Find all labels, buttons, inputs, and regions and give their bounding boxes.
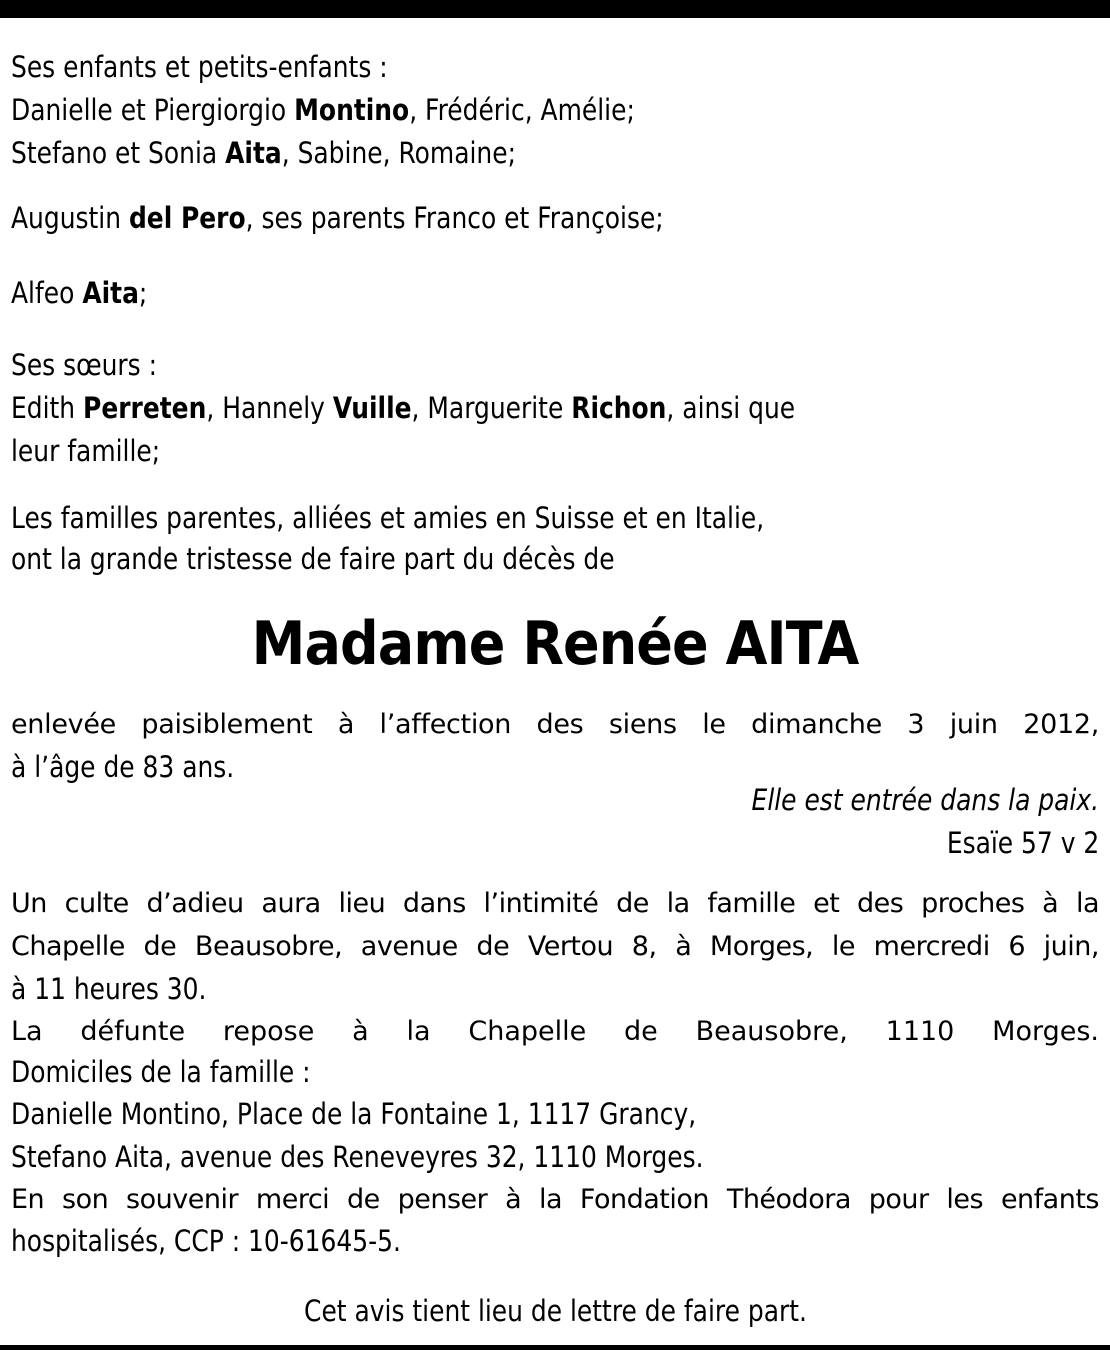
text: , Sabine, Romaine; (281, 136, 516, 170)
text: , Frédéric, Amélie; (409, 93, 635, 127)
domicile-1: Danielle Montino, Place de la Fontaine 1, 1117 Grancy, (11, 1097, 697, 1131)
text: Alfeo (11, 276, 83, 310)
text: Edith (11, 391, 84, 425)
surname: Vuille (332, 391, 412, 425)
alfeo-line (11, 272, 1099, 315)
text: , Marguerite (411, 391, 572, 425)
repose-line: La défunte repose à la Chapelle de Beausobre, 1110 Morges. (11, 1016, 1099, 1047)
service-line-3: à 11 heures 30. (11, 972, 207, 1006)
augustin-line (11, 197, 1099, 240)
verse-text: Elle est entrée dans la paix. (751, 783, 1099, 817)
domicile-intro: Domiciles de la famille : (11, 1055, 311, 1089)
text: , Hannely (206, 391, 333, 425)
donation-line-2: hospitalisés, CCP : 10-61645-5. (11, 1224, 401, 1258)
death-line-2: à l’âge de 83 ans. (11, 750, 235, 784)
surname: Perreten (83, 391, 207, 425)
text: , ses parents Franco et Françoise; (245, 201, 664, 235)
text: Danielle et Piergiorgio (11, 93, 295, 127)
text: Augustin (11, 201, 129, 235)
families-line-1: Les familles parentes, alliées et amies en Suisse et en Italie, (11, 501, 765, 535)
surname: Aita (82, 276, 139, 310)
sisters-intro: Ses sœurs : (11, 348, 157, 382)
domicile-2: Stefano Aita, avenue des Reneveyres 32, 1110 Morges. (11, 1140, 704, 1174)
sisters-line-2: leur famille; (11, 434, 161, 468)
surname: Aita (225, 136, 282, 170)
text: Stefano et Sonia (11, 136, 226, 170)
children-intro: Ses enfants et petits-enfants : (11, 50, 388, 84)
top-rule (0, 0, 1110, 18)
text: ; (138, 276, 148, 310)
donation-line-1: En son souvenir merci de penser à la Fondation Théodora pour les enfants (11, 1184, 1099, 1215)
sisters-line-1 (11, 387, 1099, 430)
verse-reference: Esaïe 57 v 2 (946, 826, 1099, 860)
child-line-2 (11, 132, 1099, 175)
deceased-name: Madame Renée AITA (251, 609, 859, 679)
surname: Montino (294, 93, 410, 127)
surname: del Pero (128, 201, 246, 235)
service-line-1: Un culte d’adieu aura lieu dans l’intimité de la famille et des proches à la (11, 888, 1099, 919)
families-line-2: ont la grande tristesse de faire part du décès de (11, 542, 615, 576)
death-line-1: enlevée paisiblement à l’affection des siens le dimanche 3 juin 2012, (11, 709, 1099, 740)
service-line-2: Chapelle de Beausobre, avenue de Vertou 8, à Morges, le mercredi 6 juin, (11, 931, 1099, 962)
bottom-rule (0, 1345, 1110, 1350)
closing-note: Cet avis tient lieu de lettre de faire part. (304, 1294, 807, 1328)
text: , ainsi que (666, 391, 796, 425)
surname: Richon (571, 391, 667, 425)
child-line-1 (11, 89, 1099, 132)
